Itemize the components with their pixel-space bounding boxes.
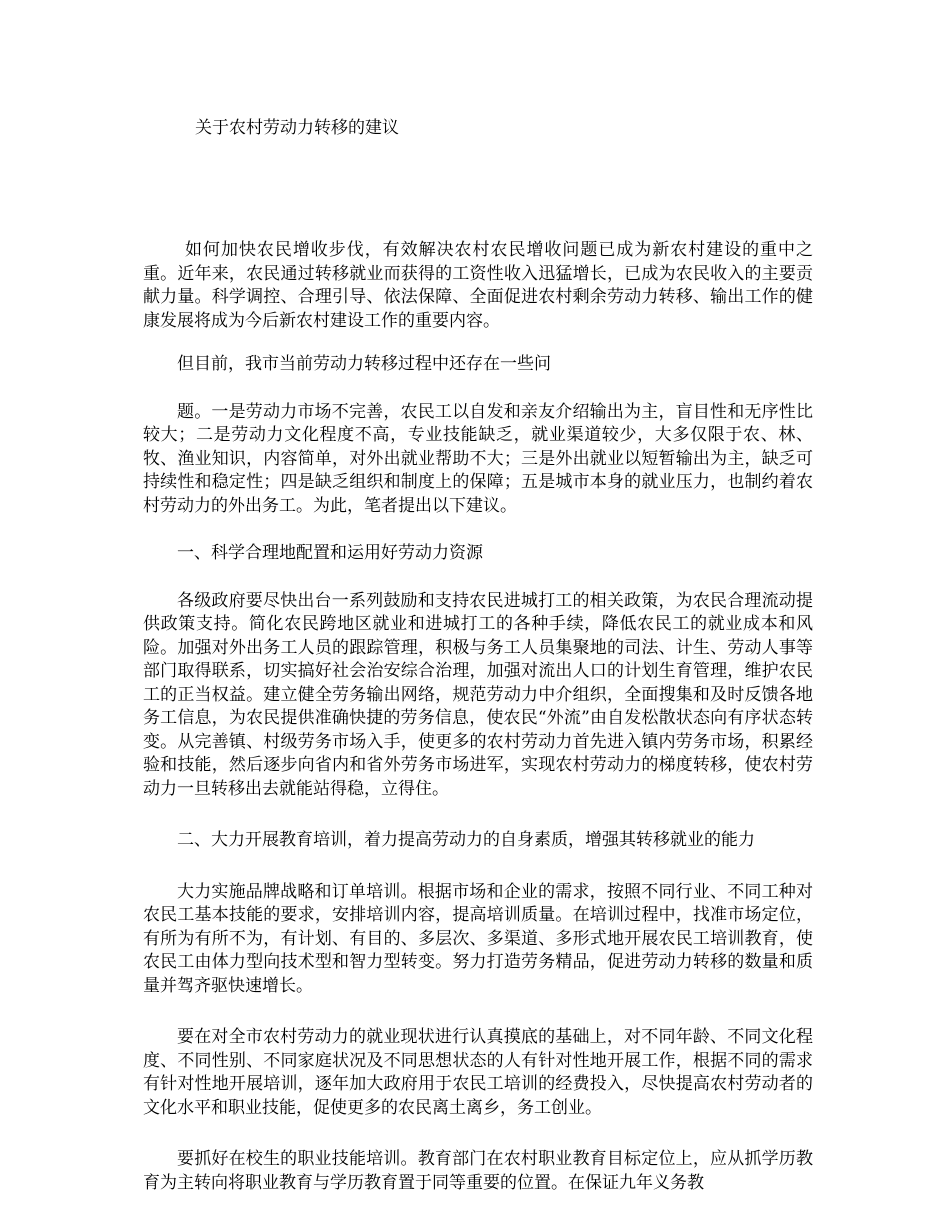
document-title: 关于农村劳动力转移的建议 — [195, 118, 399, 138]
paragraph-section-2c: 要抓好在校生的职业技能培训。教育部门在农村职业教育目标定位上，应从抓学历教育为主转向将职业教育与学历教育置于同等重要的位置。在保证九年义务教 — [143, 1149, 813, 1193]
paragraph-problems: 题。一是劳动力市场不完善，农民工以自发和亲友介绍输出为主，盲目性和无序性比较大；二是劳动力文化程度不高，专业技能缺乏，就业渠道较少，大多仅限于农、林、牧、渔业知识，内容简单，对外出就业帮助不大；三是外出就业以短暂输出为主，缺乏可持续性和稳定性；四是缺乏组织和制度上的保障；五是城市本身的就业压力，也制约着农村劳动力的外出务工。为此，笔者提出以下建议。 — [143, 401, 813, 516]
section-heading-1: 一、科学合理地配置和运用好劳动力资源 — [177, 543, 483, 563]
document-body — [143, 239, 813, 1195]
paragraph-section-2b: 要在对全市农村劳动力的就业现状进行认真摸底的基础上，对不同年龄、不同文化程度、不同性别、不同家庭状况及不同思想状态的人有针对性地开展工作，根据不同的需求有针对性地开展培训，逐年加大政府用于农民工培训的经费投入，尽快提高农村劳动者的文化水平和职业技能，促使更多的农民离土离乡，务工创业。 — [143, 1027, 813, 1118]
paragraph-intro: 如何加快农民增收步伐，有效解决农村农民增收问题已成为新农村建设的重中之重。近年来，农民通过转移就业而获得的工资性收入迅猛增长，已成为农民收入的主要贡献力量。科学调控、合理引导、依法保障、全面促进农村剩余劳动力转移、输出工作的健康发展将成为今后新农村建设工作的重要内容。 — [143, 240, 813, 331]
section-heading-2: 二、大力开展教育培训，着力提高劳动力的自身素质，增强其转移就业的能力 — [177, 830, 755, 850]
paragraph-section-1: 各级政府要尽快出台一系列鼓励和支持农民进城打工的相关政策，为农民合理流动提供政策支持。简化农民跨地区就业和进城打工的各种手续，降低农民工的就业成本和风险。加强对外出务工人员的跟踪管理，积极与务工人员集聚地的司法、计生、劳动人事等部门取得联系，切实搞好社会治安综合治理，加强对流出人口的计划生育管理，维护农民工的正当权益。建立健全劳务输出网络，规范劳动力中介组织，全面搜集和及时反馈各地务工信息，为农民提供准确快捷的劳务信息，使农民“外流”由自发松散状态向有序状态转变。从完善镇、村级劳务市场入手，使更多的农村劳动力首先进入镇内劳务市场，积累经验和技能，然后逐步向省内和省外劳务市场进军，实现农村劳动力的梯度转移，使农村劳动力一旦转移出去就能站得稳，立得住。 — [143, 590, 813, 799]
paragraph-problems-lead: 但目前，我市当前劳动力转移过程中还存在一些问 — [177, 354, 551, 374]
paragraph-section-2a: 大力实施品牌战略和订单培训。根据市场和企业的需求，按照不同行业、不同工种对农民工基本技能的要求，安排培训内容，提高培训质量。在培训过程中，找准市场定位，有所为有所不为，有计划、有目的、多层次、多渠道、多形式地开展农民工培训教育，使农民工由体力型向技术型和智力型转变。努力打造劳务精品，促进劳动力转移的数量和质量并驾齐驱快速增长。 — [143, 881, 813, 996]
